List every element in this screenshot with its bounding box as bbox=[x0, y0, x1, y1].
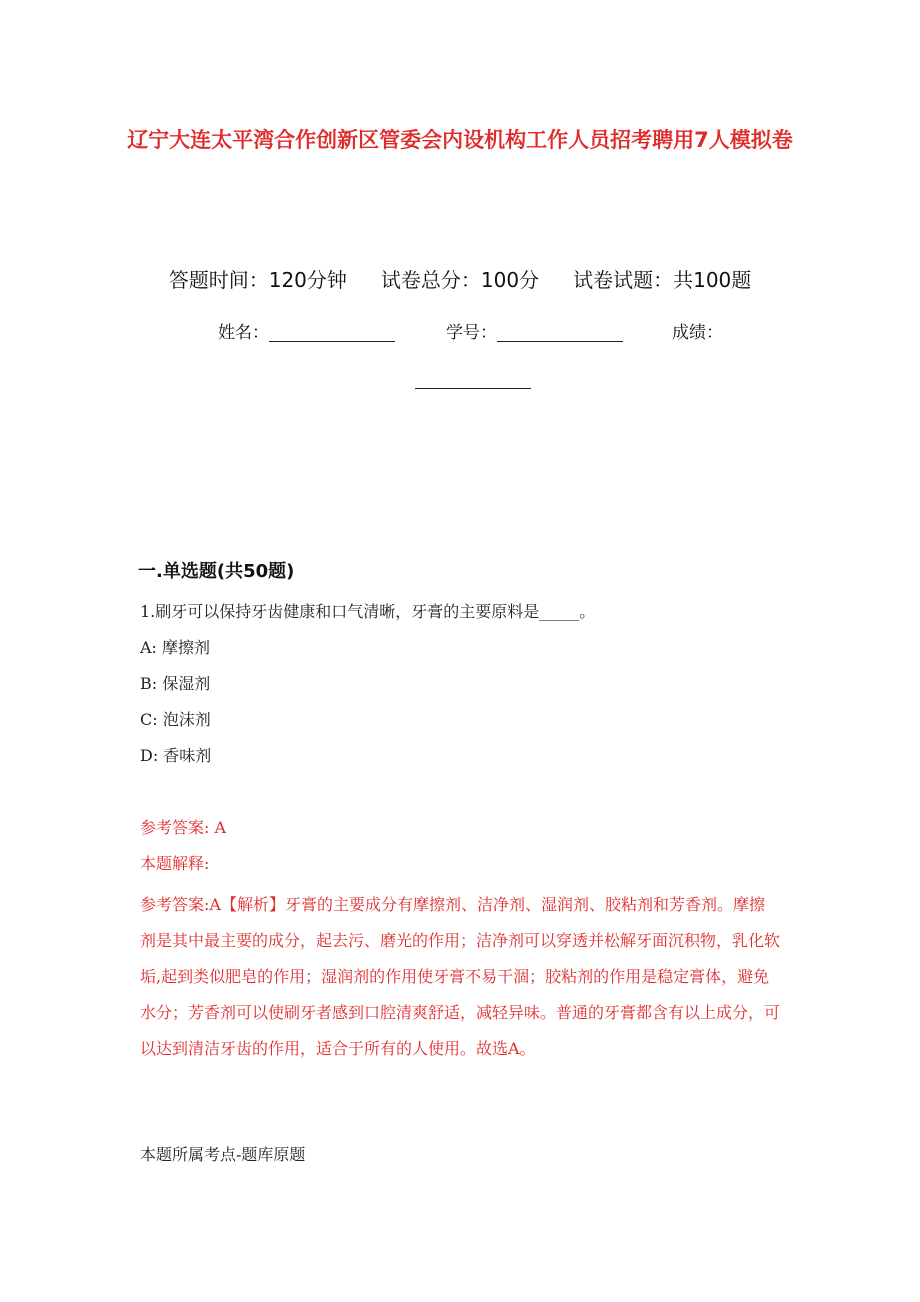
exam-time: 答题时间：120分钟 bbox=[168, 268, 347, 292]
question-point: 本题所属考点-题库原题 bbox=[140, 1145, 306, 1164]
id-blank[interactable] bbox=[497, 322, 623, 342]
exam-total-score: 试卷总分：100分 bbox=[380, 268, 540, 292]
option-b: B: 保湿剂 bbox=[140, 674, 211, 693]
section-heading: 一.单选题(共50题) bbox=[138, 561, 295, 582]
option-d: D: 香味剂 bbox=[140, 746, 212, 765]
explanation-text: 参考答案:A【解析】牙膏的主要成分有摩擦剂、洁净剂、湿润剂、胶粘剂和芳香剂。摩擦剂是其中最主要的成分，起去污、磨光的作用；洁净剂可以穿透并松解牙面沉积物，乳化软垢,起到类似肥皂的作用；湿润剂的作用使牙膏不易干涸；胶粘剂的作用是稳定膏体，避免水分；芳香剂可以使刷牙者感到口腔清爽舒适，减轻异味。普通的牙膏都含有以上成分，可以达到清洁牙齿的作用，适合于所有的人使用。故选A。 bbox=[140, 895, 781, 1058]
score-field bbox=[672, 318, 723, 343]
exam-total-questions: 试卷试题：共100题 bbox=[573, 268, 752, 292]
score-label: 成绩： bbox=[672, 323, 723, 343]
answer: 参考答案: A bbox=[140, 818, 227, 837]
explanation-label: 本题解释: bbox=[140, 854, 210, 873]
exam-meta bbox=[0, 264, 920, 293]
id-field bbox=[446, 318, 623, 343]
name-field bbox=[218, 318, 395, 343]
name-blank[interactable] bbox=[269, 322, 395, 342]
name-label: 姓名： bbox=[218, 323, 269, 343]
page-title: 辽宁大连太平湾合作创新区管委会内设机构工作人员招考聘用7人模拟卷 bbox=[127, 128, 793, 152]
option-a: A: 摩擦剂 bbox=[140, 638, 211, 657]
question-text: 1.刷牙可以保持牙齿健康和口气清晰，牙膏的主要原料是_____。 bbox=[140, 602, 596, 621]
id-label: 学号： bbox=[446, 323, 497, 343]
score-blank[interactable] bbox=[415, 370, 531, 389]
option-c: C: 泡沫剂 bbox=[140, 710, 211, 729]
